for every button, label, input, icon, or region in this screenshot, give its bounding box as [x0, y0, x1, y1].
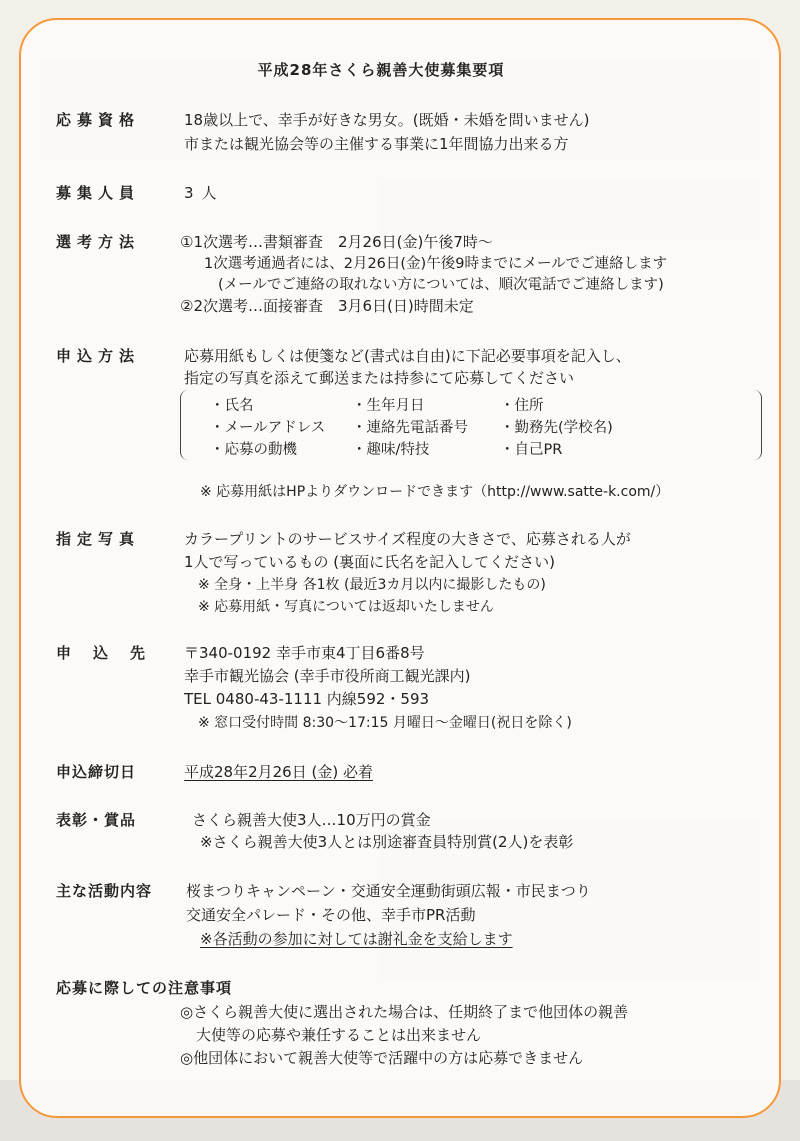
apply-method-line-1: 応募用紙もしくは便箋など(書式は自由)に下記必要事項を記入し、 [184, 347, 631, 365]
address-label: 申込先 [56, 644, 168, 662]
qualification-line-2: 市または観光協会等の主催する事業に1年間協力出来る方 [184, 135, 569, 153]
award-label: 表彰・賞品 [56, 811, 137, 829]
photo-label: 指定写真 [56, 530, 141, 548]
notice-line-1: ◎さくら親善大使に選出された場合は、任期終了まで他団体の親善 [180, 1003, 629, 1021]
notice-line-3: ◎他団体において親善大使等で活躍中の方は応募できません [180, 1049, 584, 1067]
photo-line-4: ※ 応募用紙・写真については返却いたしません [198, 599, 494, 615]
activities-line-1: 桜まつりキャンペーン・交通安全運動街頭広報・市民まつり [186, 882, 591, 900]
selection-line-4: ②2次選考…面接審査 3月6日(日)時間未定 [180, 297, 474, 315]
selection-line-3: (メールでご連絡の取れない方については、順次電話でご連絡します) [218, 277, 664, 293]
photo-line-2: 1人で写っているもの (裏面に氏名を記入してください) [184, 553, 556, 571]
address-line-4: ※ 窓口受付時間 8:30〜17:15 月曜日〜金曜日(祝日を除く) [198, 715, 572, 731]
activities-label: 主な活動内容 [56, 882, 153, 900]
item-email: ・メールアドレス [210, 420, 326, 436]
selection-line-2: 1次選考通過者には、2月26日(金)午後9時までにメールでご連絡します [204, 256, 668, 272]
document-title: 平成28年さくら親善大使募集要項 [257, 61, 505, 79]
item-name: ・氏名 [210, 398, 254, 414]
photo-line-3: ※ 全身・上半身 各1枚 (最近3カ月以内に撮影したもの) [198, 577, 546, 593]
award-line-2: ※さくら親善大使3人とは別途審査員特別賞(2人)を表彰 [200, 833, 574, 851]
address-line-3: TEL 0480-43-1111 内線592・593 [184, 690, 430, 708]
item-self-pr: ・自己PR [500, 442, 563, 458]
activities-line-2: 交通安全パレード・その他、幸手市PR活動 [186, 906, 476, 924]
selection-line-1: ①1次選考…書類審査 2月26日(金)午後7時〜 [180, 233, 493, 251]
apply-method-label: 申込方法 [56, 347, 141, 365]
activities-line-3: ※各活動の参加に対しては謝礼金を支給します [200, 930, 513, 948]
item-workplace: ・勤務先(学校名) [500, 420, 613, 436]
recruit-label: 募集人員 [56, 184, 141, 202]
download-note: ※ 応募用紙はHPよりダウンロードできます（http://www.satte-k.com/） [200, 484, 670, 500]
qualification-label: 応募資格 [56, 111, 141, 129]
item-birthdate: ・生年月日 [352, 398, 425, 414]
photo-line-1: カラープリントのサービスサイズ程度の大きさで、応募される人が [184, 530, 631, 548]
qualification-line-1: 18歳以上で、幸手が好きな男女。(既婚・未婚を問いません) [184, 111, 590, 129]
award-line-1: さくら親善大使3人…10万円の賞金 [192, 811, 431, 829]
address-line-1: 〒340-0192 幸手市東4丁目6番8号 [184, 644, 425, 662]
item-address: ・住所 [500, 398, 544, 414]
selection-label: 選考方法 [56, 233, 141, 251]
item-motive: ・応募の動機 [210, 442, 297, 458]
deadline-label: 申込締切日 [56, 763, 137, 781]
notice-label: 応募に際しての注意事項 [56, 979, 233, 997]
item-hobby: ・趣味/特技 [352, 442, 430, 458]
apply-method-line-2: 指定の写真を添えて郵送または持参にて応募してください [184, 369, 575, 387]
notice-line-2: 大使等の応募や兼任することは出来ません [196, 1026, 482, 1044]
deadline-value: 平成28年2月26日 (金) 必着 [184, 763, 373, 781]
address-line-2: 幸手市観光協会 (幸手市役所商工観光課内) [184, 667, 471, 685]
recruit-value: 3人 [184, 184, 225, 202]
item-phone: ・連絡先電話番号 [352, 420, 468, 436]
